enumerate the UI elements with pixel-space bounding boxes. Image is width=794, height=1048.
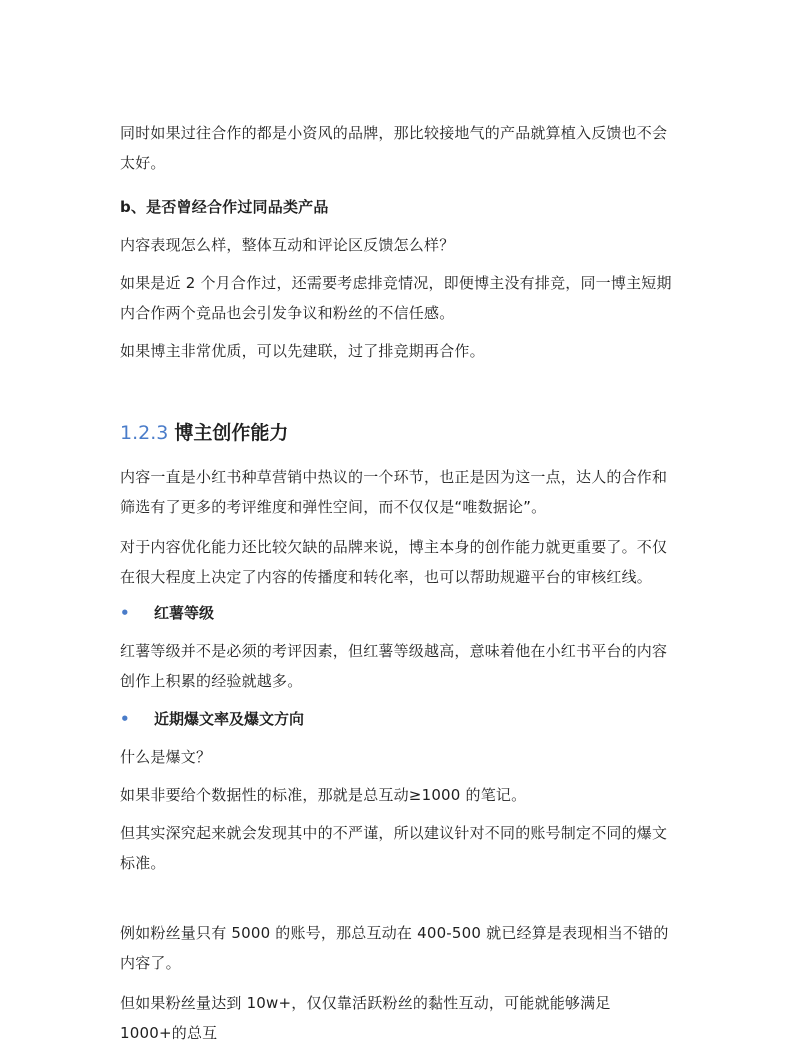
section-number: 1.2.3 bbox=[120, 422, 169, 444]
paragraph-premium-blogger: 如果博主非常优质，可以先建联，过了排竞期再合作。 bbox=[120, 342, 485, 360]
paragraph-content-performance: 内容表现怎么样，整体互动和评论区反馈怎么样？ bbox=[120, 236, 455, 254]
bullet-label: 红薯等级 bbox=[154, 604, 215, 622]
paragraph-example-10w: 但如果粉丝量达到 10w+，仅仅靠活跃粉丝的黏性互动，可能就能够满足 1000+的总互 bbox=[120, 994, 611, 1042]
section-title: 博主创作能力 bbox=[174, 422, 289, 444]
bullet-icon: • bbox=[120, 710, 130, 728]
paragraph-past-brands: 同时如果过往合作的都是小资风的品牌，那比较接地气的产品就算植入反馈也不会太好。 bbox=[120, 124, 668, 172]
subheading-same-category: b、是否曾经合作过同品类产品 bbox=[120, 198, 329, 216]
paragraph-competitor-exclusivity: 如果是近 2 个月合作过，还需要考虑排竞情况，即便博主没有排竞，同一博主短期内合作两个竞品也会引发争议和粉丝的不信任感。 bbox=[120, 274, 672, 322]
paragraph-viral-standard: 如果非要给个数据性的标准，那就是总互动≥1000 的笔记。 bbox=[120, 786, 527, 804]
section-heading bbox=[120, 418, 288, 448]
paragraph-redbook-level: 红薯等级并不是必须的考评因素，但红薯等级越高，意味着他在小红书平台的内容创作上积累的经验就越多。 bbox=[120, 642, 668, 690]
paragraph-not-rigorous: 但其实深究起来就会发现其中的不严谨，所以建议针对不同的账号制定不同的爆文标准。 bbox=[120, 824, 668, 872]
bullet-icon: • bbox=[120, 604, 130, 622]
paragraph-example-5000: 例如粉丝量只有 5000 的账号，那总互动在 400-500 就已经算是表现相当不错的内容了。 bbox=[120, 924, 669, 972]
bullet-label: 近期爆文率及爆文方向 bbox=[154, 710, 305, 728]
paragraph-creation-ability: 对于内容优化能力还比较欠缺的品牌来说，博主本身的创作能力就更重要了。不仅在很大程度上决定了内容的传播度和转化率，也可以帮助规避平台的审核红线。 bbox=[120, 538, 668, 586]
paragraph-content-discussion: 内容一直是小红书种草营销中热议的一个环节，也正是因为这一点，达人的合作和筛选有了更多的考评维度和弹性空间，而不仅仅是“唯数据论”。 bbox=[120, 468, 668, 516]
paragraph-what-is-viral: 什么是爆文？ bbox=[120, 748, 212, 766]
